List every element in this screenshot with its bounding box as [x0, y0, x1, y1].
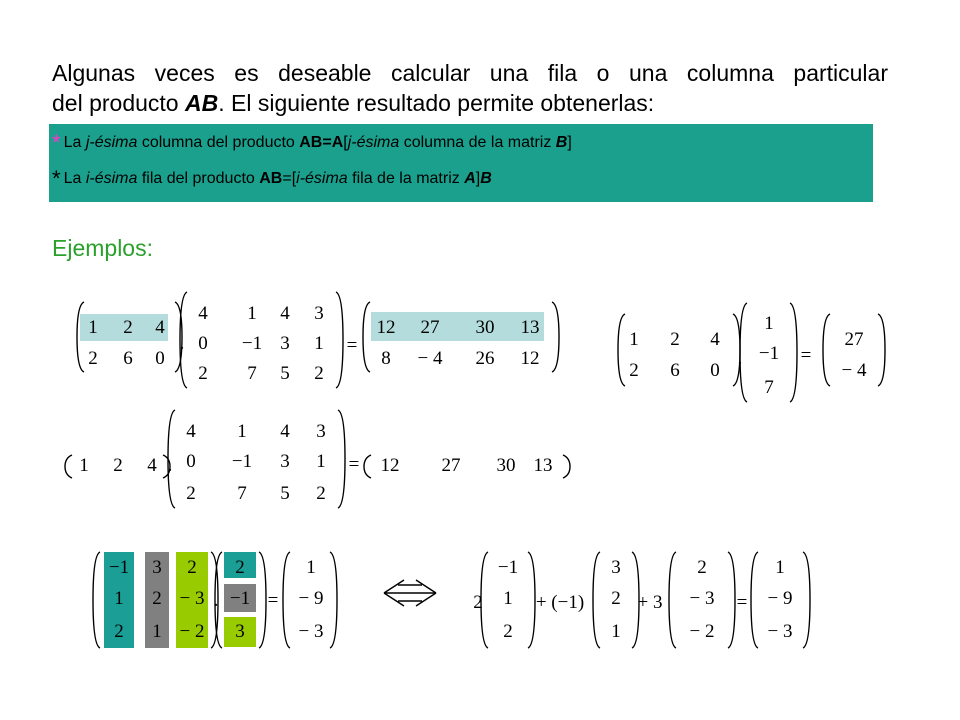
ex1-matrix-b-entry: −1 [241, 333, 263, 354]
ex3-matrix-b-entry: 2 [186, 483, 196, 504]
ex2-vector-c-entry: − 4 [841, 360, 867, 381]
ex4-vector-y-entry: − 9 [298, 588, 324, 609]
intro-line2-pre: del producto [52, 90, 185, 116]
ex4-matrix-a-entry: 1 [152, 621, 162, 642]
ex1-matrix-c-entry: 27 [420, 317, 440, 338]
ex2-vector-b-right-paren-icon [790, 303, 797, 402]
ex3-matrix-b-entry: 7 [237, 483, 247, 504]
ex3-res-entry: 30 [496, 455, 516, 476]
ex2-matrix-a-entry: 2 [670, 329, 680, 350]
ex1-matrix-b-entry: 1 [314, 333, 324, 354]
ex4-matrix-a-entry: − 2 [179, 621, 205, 642]
ex5-vector-3-entry: − 2 [689, 621, 715, 642]
ex1-matrix-c-entry: − 4 [417, 348, 443, 369]
ex4-dot: . [213, 590, 219, 611]
ex1-matrix-c-entry: 12 [376, 317, 396, 338]
ex5-vector-3-entry: 2 [697, 557, 707, 578]
ex1-matrix-b-entry: 1 [247, 303, 257, 324]
ex5-vector-3-entry: − 3 [689, 588, 715, 609]
ex1-matrix-a-entry: 2 [88, 348, 98, 369]
ex4-vector-y-entry: − 3 [298, 621, 324, 642]
ex2-matrix-a-entry: 0 [710, 360, 720, 381]
ex5-equals: = [736, 592, 748, 613]
ex1-matrix-c-entry: 26 [475, 348, 495, 369]
ex5-result-entry: 1 [775, 557, 785, 578]
ex5-coef-2: + (−1) [535, 592, 585, 613]
ex1-matrix-a-entry: 6 [123, 348, 133, 369]
ex2-vector-c-entry: 27 [844, 329, 864, 350]
ex1-matrix-b-entry: 4 [280, 303, 290, 324]
ex2-vector-b-entry: 1 [764, 313, 774, 334]
ex5-vector-2-entry: 1 [611, 621, 621, 642]
ex3-matrix-b-entry: 5 [280, 483, 290, 504]
ex3-matrix-b-entry: 1 [237, 421, 247, 442]
ex1-matrix-a-entry: 1 [88, 317, 98, 338]
ex5-result-left-paren-icon [751, 552, 758, 648]
ex1-matrix-b-entry: 0 [198, 333, 208, 354]
ex2-matrix-a-entry: 2 [629, 360, 639, 381]
ex5-coef-3: + 3 [637, 592, 663, 613]
ex3-res-entry: 13 [533, 455, 553, 476]
ex2-vector-c-right-paren-icon [878, 314, 885, 386]
ex3-matrix-b-entry: 0 [186, 451, 196, 472]
ex5-vector-1-entry: 1 [503, 588, 513, 609]
ex5-result-entry: − 3 [767, 621, 793, 642]
ex4-vector-x-entry: −1 [229, 588, 251, 609]
ex4-matrix-a-entry: 2 [187, 557, 197, 578]
intro-line2-post: . El siguiente resultado permite obtenerlas: [218, 90, 655, 116]
ex1-dot: . [179, 333, 185, 354]
ex5-vector-3-left-paren-icon [669, 552, 676, 648]
ex5-vector-1-entry: 2 [503, 621, 513, 642]
ex2-vector-c-left-paren-icon [823, 314, 830, 386]
ex3-res-right-paren-icon [563, 455, 570, 478]
ex4-matrix-a-entry: 1 [114, 588, 124, 609]
ex3-matrix-b-entry: 1 [316, 451, 326, 472]
rule-column: * La j-ésima columna del producto AB=A[j-ésima columna de la matriz B] [52, 130, 572, 155]
ex4-matrix-a-entry: 2 [114, 621, 124, 642]
intro-line-1: Algunas veces es deseable calcular una fila o una columna particular [52, 60, 888, 86]
ex4-vector-x-right-paren-icon [259, 552, 266, 648]
examples-heading: Ejemplos: [52, 235, 153, 261]
ex3-matrix-b-right-paren-icon [338, 410, 345, 508]
ex4-vector-y-entry: 1 [306, 557, 316, 578]
ex3-row-left-paren-icon [65, 455, 72, 478]
ex5-vector-1-right-paren-icon [528, 552, 535, 648]
ex1-matrix-a-entry: 4 [155, 317, 165, 338]
ex4-matrix-a-entry: − 3 [179, 588, 205, 609]
ex4-vector-y-left-paren-icon [283, 552, 290, 648]
ex4-vector-y-right-paren-icon [330, 552, 337, 648]
ex3-res-left-paren-icon [364, 455, 371, 478]
ex3-row-entry: 4 [147, 455, 157, 476]
ex1-matrix-c-left-paren-icon [363, 302, 370, 372]
ex2-matrix-a-entry: 6 [670, 360, 680, 381]
ex3-equals: = [348, 454, 360, 475]
ex1-matrix-b-entry: 5 [280, 363, 290, 384]
ex3-matrix-b-entry: 2 [316, 483, 326, 504]
ex3-matrix-b-entry: −1 [231, 451, 253, 472]
ex3-res-entry: 12 [380, 455, 400, 476]
rule-row: * La i-ésima fila del producto AB=[i-ésima fila de la matriz A]B [52, 166, 492, 191]
ex1-matrix-c-entry: 8 [381, 348, 391, 369]
ex4-matrix-a-entry: −1 [108, 557, 130, 578]
ex5-vector-2-entry: 2 [611, 588, 621, 609]
ex1-matrix-b-entry: 4 [198, 303, 208, 324]
bullet-star-icon: * [52, 166, 61, 191]
highlight-row-c [371, 312, 544, 341]
ex1-matrix-b-right-paren-icon [336, 292, 343, 388]
ex1-matrix-b-entry: 3 [314, 303, 324, 324]
ex3-matrix-b-entry: 3 [316, 421, 326, 442]
ex3-matrix-b-entry: 4 [186, 421, 196, 442]
ex5-vector-2-entry: 3 [611, 557, 621, 578]
ex1-matrix-b-entry: 2 [198, 363, 208, 384]
ex1-matrix-b-entry: 7 [247, 363, 257, 384]
ex1-matrix-b-entry: 2 [314, 363, 324, 384]
equivalence-arrow-icon [384, 580, 436, 606]
ex1-equals: = [346, 335, 358, 356]
ex1-matrix-c-right-paren-icon [552, 302, 559, 372]
ex3-row-entry: 1 [79, 455, 89, 476]
ex1-matrix-c-entry: 30 [475, 317, 495, 338]
ex4-vector-x-entry: 3 [235, 621, 245, 642]
ex2-dot: . [737, 348, 743, 369]
ex4-matrix-a-entry: 2 [152, 588, 162, 609]
ex5-result-right-paren-icon [803, 552, 810, 648]
ex5-vector-2-left-paren-icon [593, 552, 600, 648]
ex4-equals: = [267, 590, 279, 611]
ex1-matrix-c-entry: 13 [520, 317, 540, 338]
ex1-matrix-a-entry: 2 [123, 317, 133, 338]
ex4-vector-x-entry: 2 [235, 557, 245, 578]
ex2-matrix-a-entry: 4 [710, 329, 720, 350]
ex5-vector-3-right-paren-icon [728, 552, 735, 648]
ex1-matrix-a-entry: 0 [155, 348, 165, 369]
ex3-matrix-b-entry: 3 [280, 451, 290, 472]
intro-line2-ab: AB [184, 90, 219, 116]
ex2-equals: = [800, 345, 812, 366]
ex5-result-entry: − 9 [767, 588, 793, 609]
ex5-coef-1: 2 [473, 592, 483, 613]
ex1-matrix-b-entry: 3 [280, 333, 290, 354]
ex3-matrix-b-entry: 4 [280, 421, 290, 442]
ex1-matrix-c-entry: 12 [520, 348, 540, 369]
ex3-res-entry: 27 [441, 455, 461, 476]
ex2-vector-b-entry: 7 [764, 377, 774, 398]
ex2-matrix-a-left-paren-icon [618, 314, 625, 386]
ex3-dot: . [167, 455, 173, 476]
bullet-star-icon: * [52, 130, 61, 155]
ex2-matrix-a-entry: 1 [629, 329, 639, 350]
ex5-vector-1-entry: −1 [497, 557, 519, 578]
ex4-matrix-a-entry: 3 [152, 557, 162, 578]
ex3-row-entry: 2 [113, 455, 123, 476]
ex2-vector-b-entry: −1 [758, 343, 780, 364]
ex4-matrix-a-left-paren-icon [93, 552, 100, 648]
